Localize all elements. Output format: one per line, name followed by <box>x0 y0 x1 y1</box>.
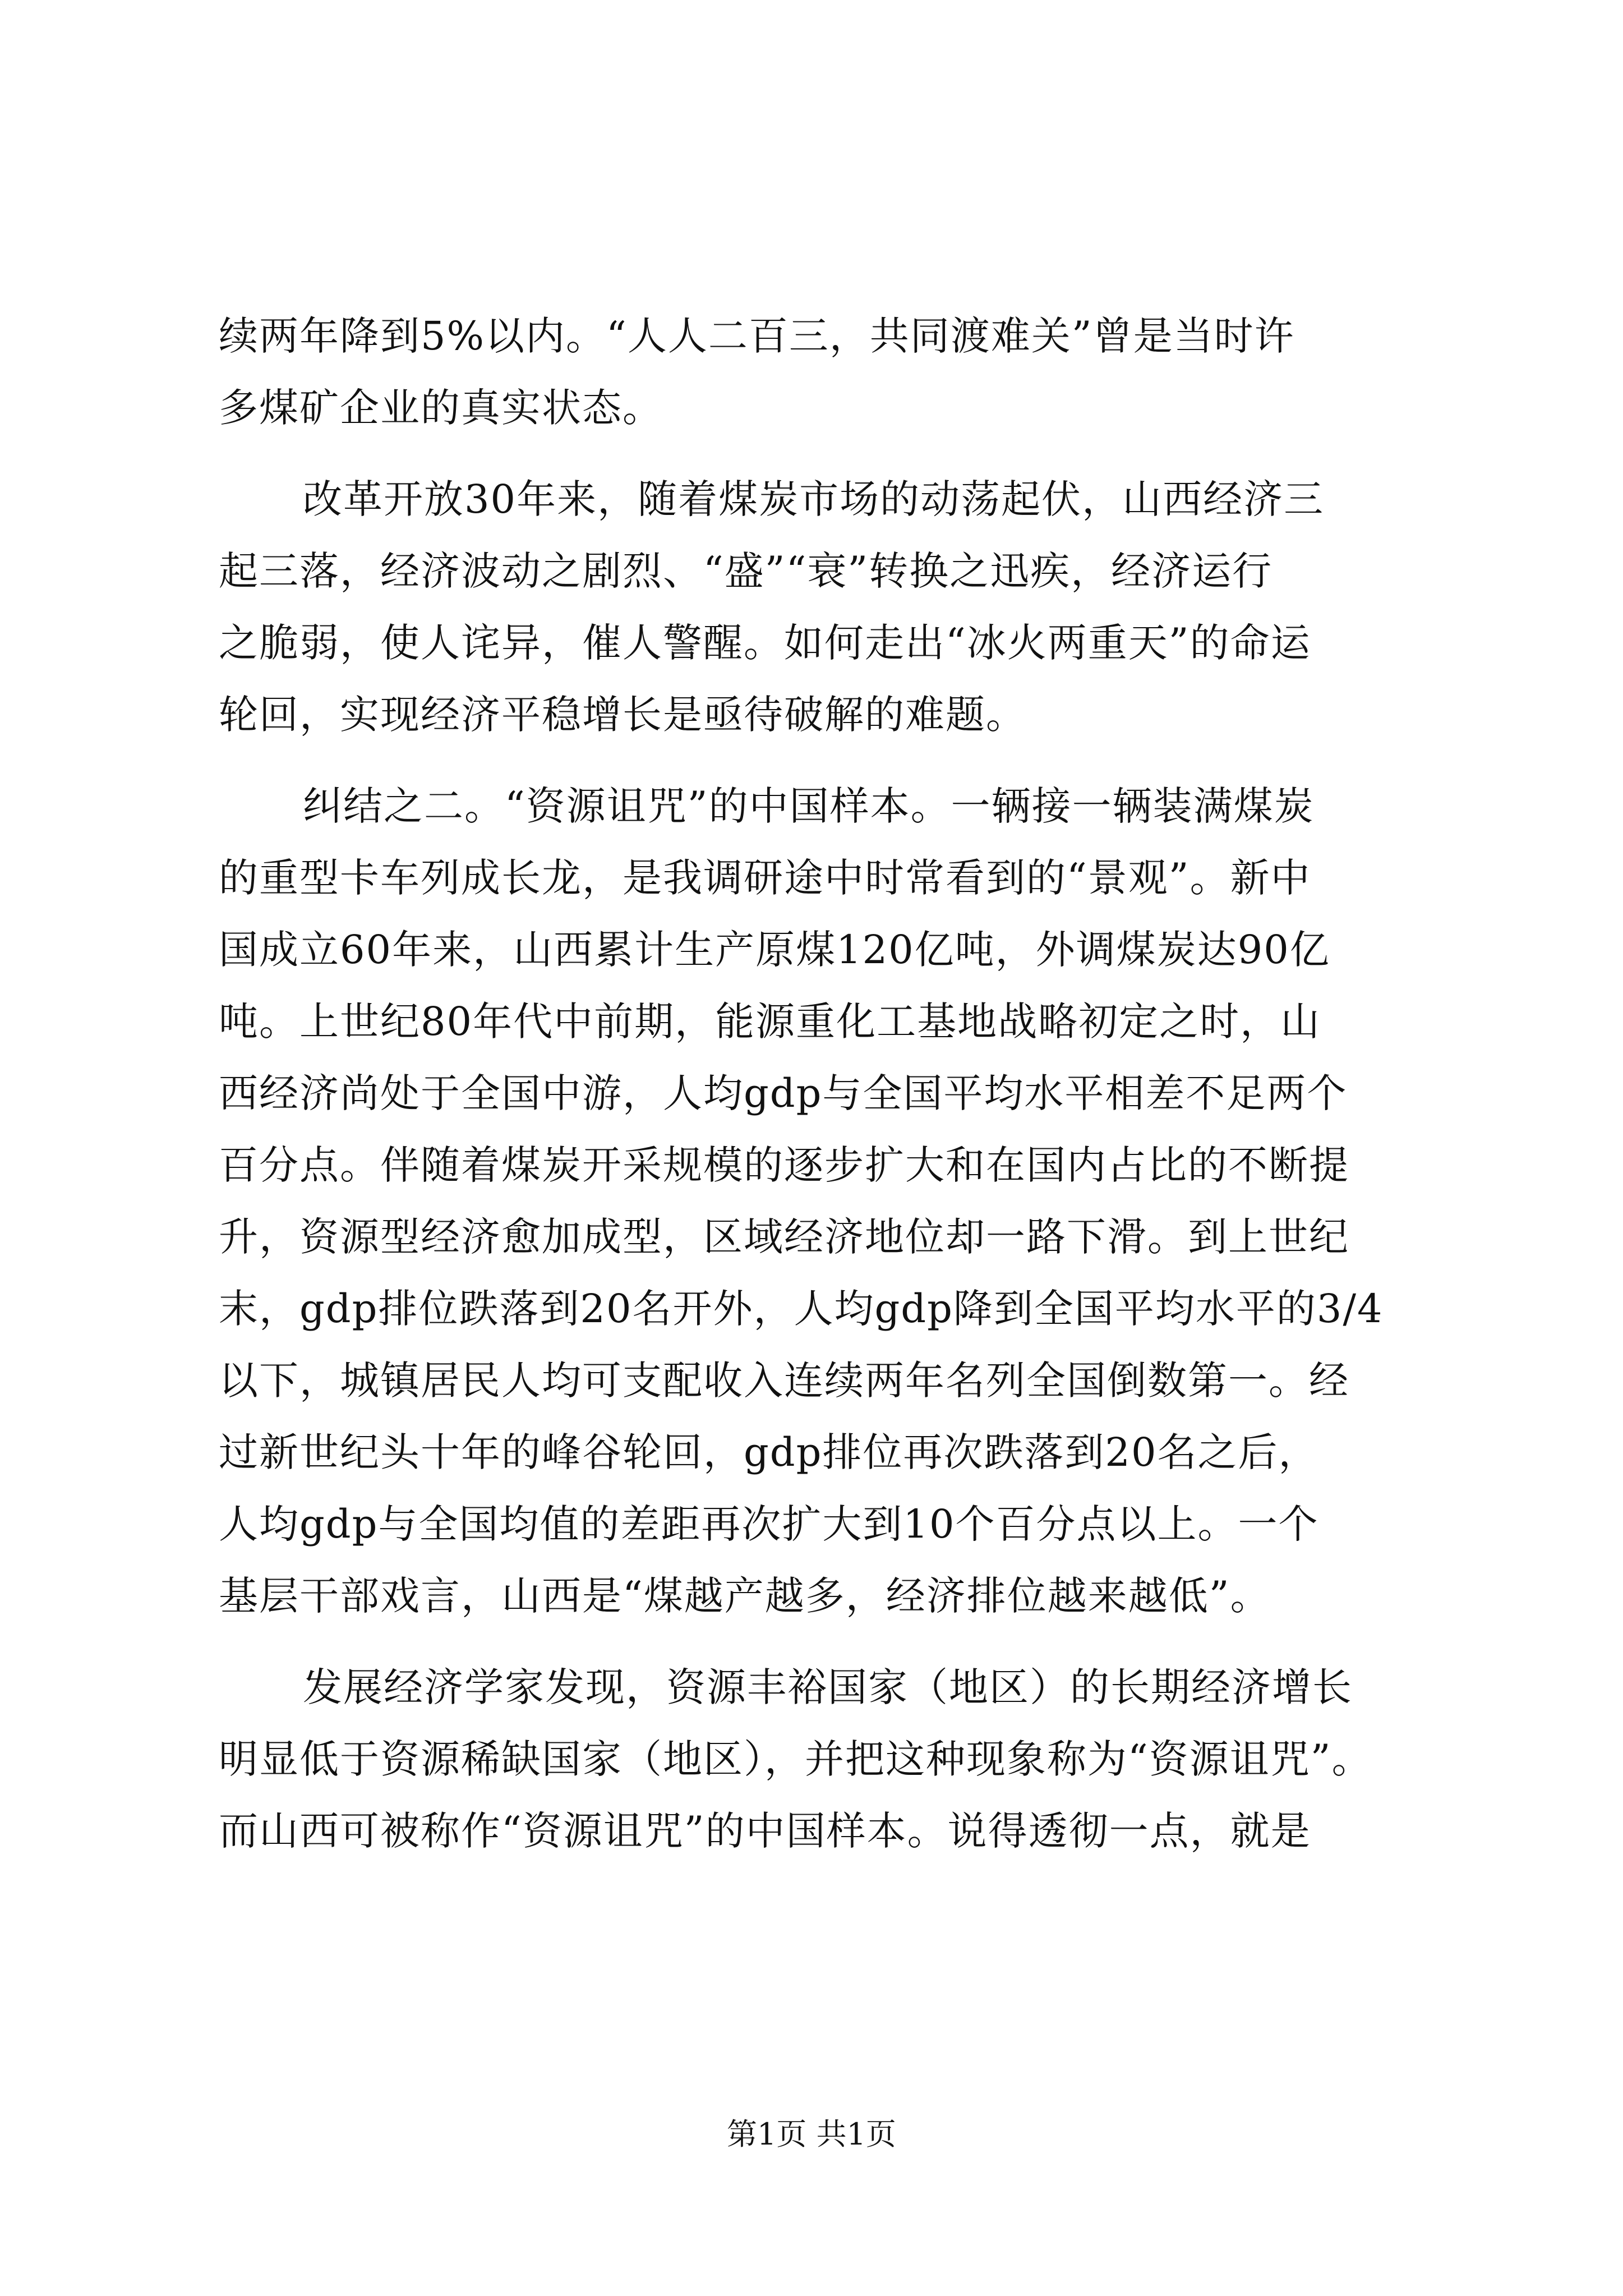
paragraph-line: 以下，城镇居民人均可支配收入连续两年名列全国倒数第一。经 <box>219 1358 1349 1404</box>
paragraph-2 <box>219 463 1467 751</box>
paragraph-line: 百分点。伴随着煤炭开采规模的逐步扩大和在国内占比的不断提 <box>219 1142 1349 1188</box>
paragraph-4 <box>219 1651 1467 1867</box>
paragraph-line: 吨。上世纪80年代中前期，能源重化工基地战略初定之时，山 <box>219 999 1321 1045</box>
paragraph-line: 纠结之二。“资源诅咒”的中国样本。一辆接一辆装满煤炭 <box>303 783 1315 829</box>
document-body <box>219 300 1467 1867</box>
paragraph-line: 改革开放30年来，随着煤炭市场的动荡起伏，山西经济三 <box>303 476 1325 522</box>
paragraph-line: 发展经济学家发现，资源丰裕国家（地区）的长期经济增长 <box>303 1664 1353 1710</box>
paragraph-3 <box>219 770 1467 1632</box>
paragraph-line: 之脆弱，使人诧异，催人警醒。如何走出“冰火两重天”的命运 <box>219 620 1311 666</box>
page-number-label: 第1页 共1页 <box>727 2116 896 2152</box>
paragraph-gap <box>219 751 1467 770</box>
paragraph-gap <box>219 1632 1467 1651</box>
paragraph-line: 多煤矿企业的真实状态。 <box>219 385 663 431</box>
paragraph-line: 国成立60年来，山西累计生产原煤120亿吨，外调煤炭达90亿 <box>219 927 1330 973</box>
paragraph-line: 续两年降到5%以内。“人人二百三，共同渡难关”曾是当时许 <box>219 313 1295 359</box>
page-footer <box>0 2115 1623 2154</box>
paragraph-line: 而山西可被称作“资源诅咒”的中国样本。说得透彻一点，就是 <box>219 1808 1311 1854</box>
paragraph-line: 末，gdp排位跌落到20名开外，人均gdp降到全国平均水平的3/4 <box>219 1286 1384 1332</box>
paragraph-line: 的重型卡车列成长龙，是我调研途中时常看到的“景观”。新中 <box>219 855 1311 901</box>
paragraph-line: 过新世纪头十年的峰谷轮回，gdp排位再次跌落到20名之后， <box>219 1429 1319 1475</box>
paragraph-line: 轮回，实现经济平稳增长是亟待破解的难题。 <box>219 692 1026 738</box>
paragraph-line: 人均gdp与全国均值的差距再次扩大到10个百分点以上。一个 <box>219 1501 1319 1547</box>
paragraph-line: 升，资源型经济愈加成型，区域经济地位却一路下滑。到上世纪 <box>219 1214 1349 1260</box>
paragraph-line: 西经济尚处于全国中游，人均gdp与全国平均水平相差不足两个 <box>219 1070 1348 1116</box>
paragraph-line: 起三落，经济波动之剧烈、“盛”“衰”转换之迅疾，经济运行 <box>219 548 1273 594</box>
paragraph-1 <box>219 300 1467 444</box>
paragraph-line: 基层干部戏言，山西是“煤越产越多，经济排位越来越低”。 <box>219 1573 1271 1619</box>
paragraph-gap <box>219 444 1467 463</box>
paragraph-line: 明显低于资源稀缺国家（地区），并把这种现象称为“资源诅咒”。 <box>219 1736 1372 1782</box>
